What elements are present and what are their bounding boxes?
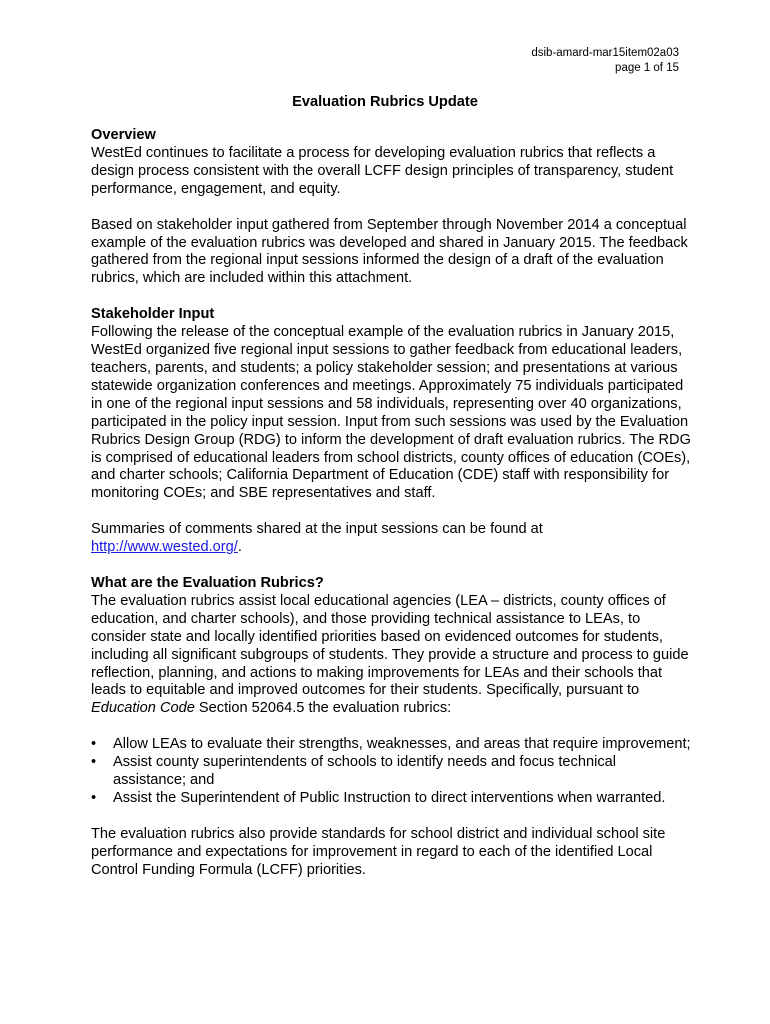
what-are-text-end: Section 52064.5 the evaluation rubrics: [198, 700, 452, 717]
list-item [91, 790, 691, 808]
what-are-paragraph-1 [91, 593, 691, 718]
education-code-italic: Education Code [91, 700, 195, 717]
what-are-heading: What are the Evaluation Rubrics? [91, 575, 324, 592]
overview-paragraph-1: WestEd continues to facilitate a process for developing evaluation rubrics that reflects a design process consistent with the overall LCFF design principles of transparency, student performance, engagement, and equity. [91, 144, 674, 197]
bullet-icon: • [91, 754, 97, 771]
overview-paragraph-2: Based on stakeholder input gathered from September through November 2014 a conceptual example of the evaluation rubrics was developed and shared in January 2015. The feedback gathered from the regional input sessions informed the design of a draft of the evaluation rubrics, which are included within this attachment. [91, 216, 688, 287]
wested-link[interactable]: http://www.wested.org/ [91, 539, 238, 556]
rubrics-bullet-list [91, 736, 691, 808]
document-body [91, 127, 691, 880]
document-id: dsib-amard-mar15item02a03 [531, 47, 679, 59]
bullet-icon: • [91, 736, 97, 753]
stakeholder-paragraph-1: Following the release of the conceptual example of the evaluation rubrics in January 2015, WestEd organized five regional input sessions to gather feedback from educational leaders, teachers, parents, and students; a policy stakeholder session; and presentations at various statewide organization conferences and meetings. Approximately 75 individuals participated in one of the regional input sessions and 58 individuals, representing over 40 organizations, participated in the policy input session. Input from such sessions was used by the Evaluation Rubrics Design Group (RDG) to inform the development of draft evaluation rubrics. The RDG is comprised of educational leaders from school districts, county offices of education (COEs), and charter schools; California Department of Education (CDE) staff with responsibility for monitoring COEs; and SBE representatives and staff. [91, 324, 691, 502]
page-number: page 1 of 15 [615, 62, 679, 74]
stakeholder-heading: Stakeholder Input [91, 306, 215, 323]
bullet-icon: • [91, 790, 97, 806]
summaries-text: Summaries of comments shared at the input sessions can be found at [91, 521, 543, 538]
bullet-text: Assist the Superintendent of Public Instruction to direct interventions when warranted. [113, 790, 666, 806]
page-title: Evaluation Rubrics Update [292, 94, 478, 110]
overview-heading: Overview [91, 127, 156, 143]
bullet-text: Allow LEAs to evaluate their strengths, weaknesses, and areas that require improvement; [113, 736, 691, 753]
what-are-text: The evaluation rubrics assist local educational agencies (LEA – districts, county offices of education, and charter schools), and those providing technical assistance to LEAs, to consider state and locally identified priorities based on evidenced outcomes for students, including all significant subgroups of students. They provide a structure and process to guide reflection, planning, and actions to making improvements for LEAs and their schools that leads to equitable and improved outcomes for their students. Specifically, pursuant to [91, 592, 689, 699]
page-header [531, 46, 679, 76]
stakeholder-paragraph-2 [91, 521, 691, 557]
what-are-paragraph-2: The evaluation rubrics also provide standards for school district and individual school site performance and expectations for improvement in regard to each of the identified Local Control Funding Formula (LCFF) priorities. [91, 825, 666, 878]
summaries-period: . [237, 539, 242, 556]
list-item [91, 736, 691, 754]
list-item [91, 754, 691, 790]
bullet-text: Assist county superintendents of schools to identify needs and focus technical assistance; and [113, 754, 616, 789]
